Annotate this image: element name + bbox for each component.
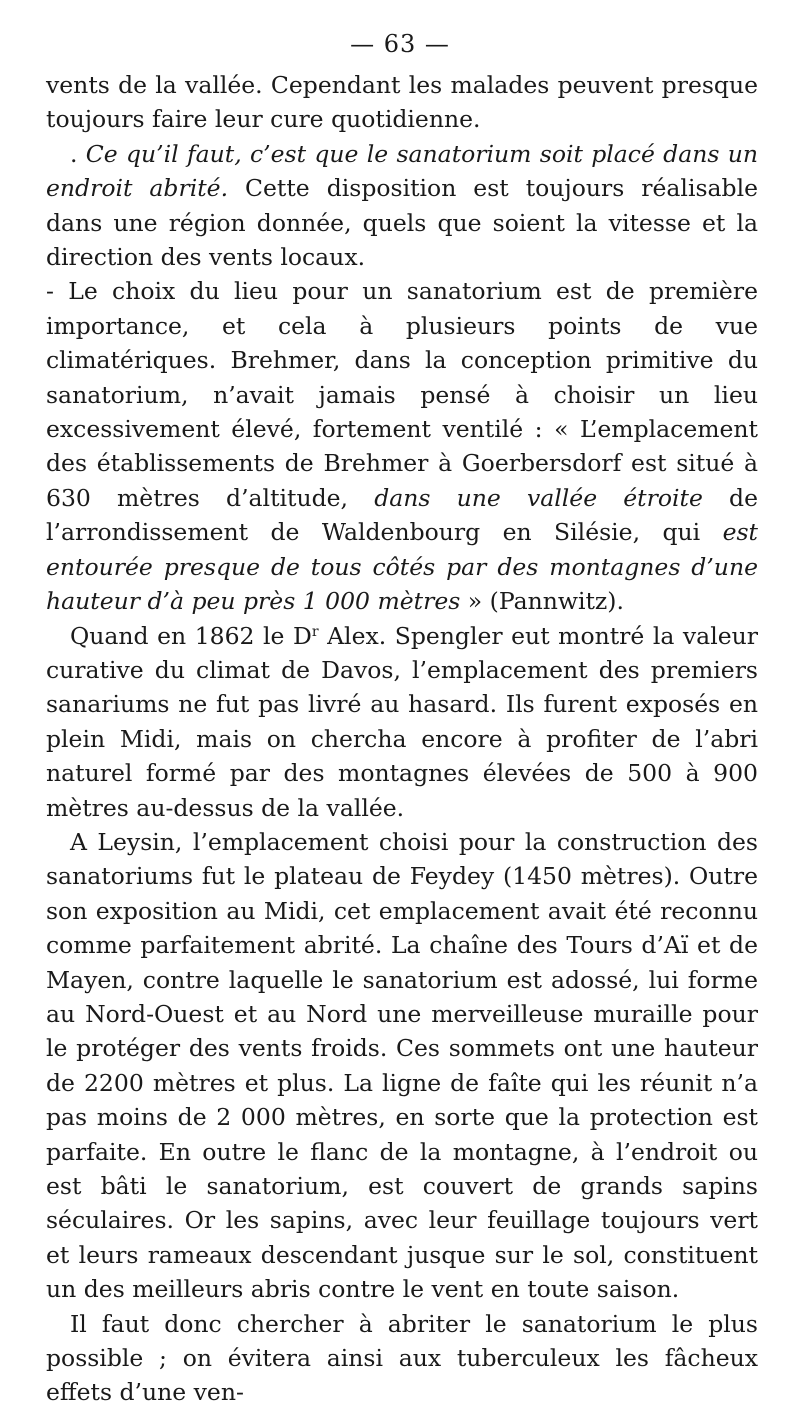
paragraph-2-prefix: .	[70, 139, 86, 168]
body-text	[46, 68, 758, 1410]
paragraph-3	[46, 274, 758, 618]
paragraph-1	[46, 68, 758, 137]
paragraph-3-text-3: » (Pannwitz).	[460, 587, 624, 616]
paragraph-6-text: Il faut donc chercher à abriter le sanatorium le plus possible ; on évitera ainsi aux tuberculeux les fâcheux effets d’une ven-	[46, 1309, 758, 1407]
paragraph-4-text-2: Alex. Spengler eut montré la valeur curative du climat de Davos, l’emplacement des premiers sanariums ne fut pas livré au hasard. Ils furent exposés en plein Midi, mais on chercha encore à profiter de l’abri naturel formé par des montagnes élevées de 500 à 900 mètres au-dessus de la vallée.	[46, 621, 758, 822]
paragraph-3-text-1: Le choix du lieu pour un sanatorium est de première importance, et cela à plusieurs points de vue climatériques. Brehmer, dans la conception primitive du sanatorium, n’avait jamais pensé à choisir un lieu excessivement élevé, fortement ventilé : « L’emplacement des établissements de Brehmer à Goerbersdorf est situé à 630 mètres d’altitude,	[46, 277, 758, 512]
paragraph-4-superscript: r	[311, 623, 319, 640]
paragraph-3-italic-2: est entourée presque de tous côtés par des montagnes d’une hauteur d’à peu près 1 000 mètres	[46, 518, 758, 616]
paragraph-6	[46, 1307, 758, 1410]
paragraph-1-text: vents de la vallée. Cependant les malades peuvent presque toujours faire leur cure quotidienne.	[46, 71, 758, 134]
paragraph-3-text-2: de l’arrondissement de Waldenbourg en Silésie, qui	[46, 483, 758, 547]
paragraph-2-italic: Ce qu’il faut, c’est que le sanatorium soit placé dans un endroit abrité.	[46, 139, 758, 203]
paragraph-2	[46, 137, 758, 275]
paragraph-3-prefix: -	[46, 277, 69, 306]
paragraph-4-text-1: Quand en 1862 le D	[70, 621, 312, 650]
page-number: — 63 —	[350, 30, 450, 58]
paragraph-2-rest: Cette disposition est toujours réalisable dans une région donnée, quels que soient la vitesse et la direction des vents locaux.	[46, 174, 758, 272]
paragraph-5	[46, 825, 758, 1307]
paragraph-4	[46, 619, 758, 825]
paragraph-5-text: A Leysin, l’emplacement choisi pour la construction des sanatoriums fut le plateau de Feydey (1450 mètres). Outre son exposition au Midi, cet emplacement avait été reconnu comme parfaitement abrité. La chaîne des Tours d’Aï et de Mayen, contre laquelle le sanatorium est adossé, lui forme au Nord-Ouest et au Nord une merveilleuse muraille pour le protéger des vents froids. Ces sommets ont une hauteur de 2200 mètres et plus. La ligne de faîte qui les réunit n’a pas moins de 2 000 mètres, en sorte que la protection est parfaite. En outre le flanc de la montagne, à l’endroit ou est bâti le sanatorium, est couvert de grands sapins séculaires. Or les sapins, avec leur feuillage toujours vert et leurs rameaux descendant jusque sur le sol, constituent un des meilleurs abris contre le vent en toute saison.	[46, 827, 758, 1304]
paragraph-3-italic-1: dans une vallée étroite	[374, 483, 703, 512]
